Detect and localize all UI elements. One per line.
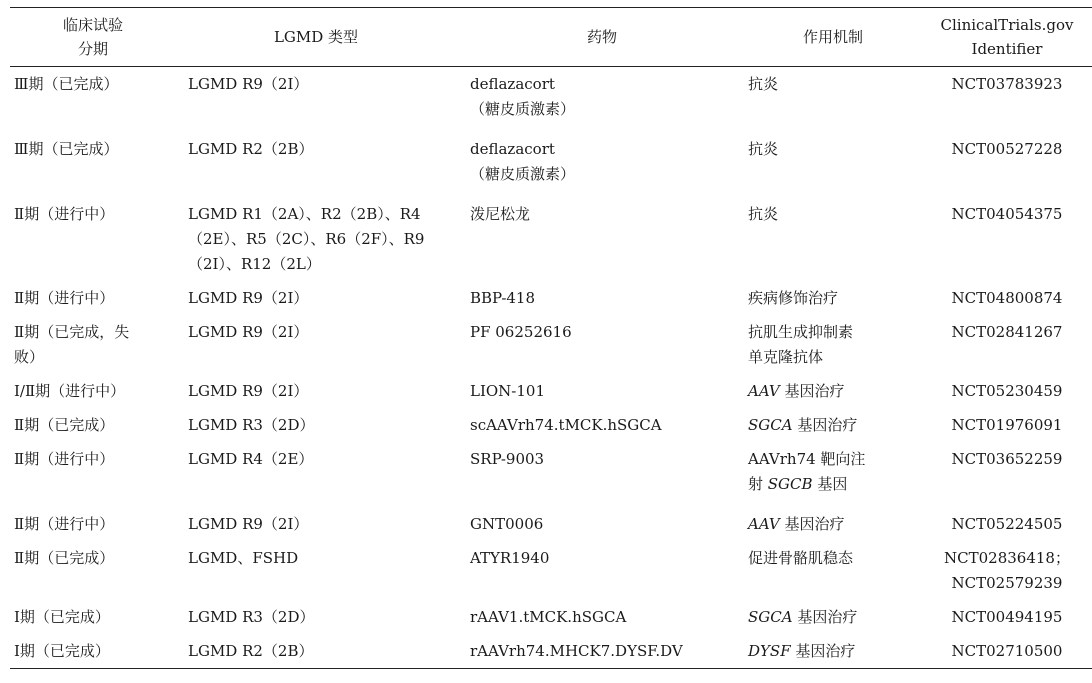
cell-phase bbox=[10, 541, 176, 600]
cell-type bbox=[176, 132, 448, 197]
cell-phase-line: Ⅱ期（进行中） bbox=[14, 289, 115, 307]
cell-type-line: LGMD R9（2I） bbox=[188, 289, 309, 307]
cell-type bbox=[176, 197, 448, 281]
cell-phase-line: Ⅱ期（已完成） bbox=[14, 416, 115, 434]
cell-drug-line: SRP-9003 bbox=[470, 450, 545, 468]
cell-identifier-line: NCT05230459 bbox=[951, 382, 1063, 400]
cell-type-line: LGMD R9（2I） bbox=[188, 515, 309, 533]
clinical-trials-table bbox=[10, 7, 1092, 669]
cell-type-line: LGMD R4（2E） bbox=[188, 450, 314, 468]
header-phase bbox=[10, 8, 176, 67]
cell-type bbox=[176, 442, 448, 507]
cell-type bbox=[176, 541, 448, 600]
cell-phase-line: Ⅱ期（进行中） bbox=[14, 515, 115, 533]
cell-type-line: LGMD R9（2I） bbox=[188, 75, 309, 93]
cell-phase-line: Ⅰ期（已完成） bbox=[14, 608, 110, 626]
cell-drug-line: BBP-418 bbox=[470, 289, 536, 307]
cell-identifier-line: NCT00494195 bbox=[951, 608, 1063, 626]
mechanism-italic-term: SGCB bbox=[767, 475, 813, 493]
table-row bbox=[10, 541, 1092, 600]
mechanism-italic-term: AAV bbox=[748, 382, 780, 400]
cell-drug bbox=[448, 541, 738, 600]
cell-phase bbox=[10, 634, 176, 669]
table-body bbox=[10, 67, 1092, 669]
cell-type-line: LGMD、FSHD bbox=[188, 549, 299, 567]
cell-identifier bbox=[922, 541, 1092, 600]
cell-phase bbox=[10, 132, 176, 197]
header-phase-line: 分期 bbox=[77, 40, 108, 58]
cell-phase bbox=[10, 315, 176, 374]
cell-drug-line: rAAV1.tMCK.hSGCA bbox=[470, 608, 627, 626]
cell-phase-line: Ⅰ期（已完成） bbox=[14, 642, 110, 660]
cell-drug bbox=[448, 408, 738, 442]
cell-mechanism bbox=[738, 408, 922, 442]
cell-mechanism-line bbox=[748, 379, 918, 404]
cell-identifier bbox=[922, 408, 1092, 442]
table-row bbox=[10, 374, 1092, 408]
cell-type-line: LGMD R3（2D） bbox=[188, 608, 315, 626]
cell-phase bbox=[10, 600, 176, 634]
cell-type-line: LGMD R1（2A）、R2（2B）、R4 bbox=[188, 205, 421, 223]
cell-type bbox=[176, 507, 448, 541]
table-row bbox=[10, 197, 1092, 281]
cell-mechanism-line bbox=[748, 512, 918, 537]
header-identifier-line: ClinicalTrials.gov bbox=[940, 16, 1074, 34]
cell-identifier bbox=[922, 315, 1092, 374]
cell-mechanism bbox=[738, 67, 922, 133]
cell-drug bbox=[448, 600, 738, 634]
cell-phase bbox=[10, 507, 176, 541]
cell-phase bbox=[10, 408, 176, 442]
cell-drug bbox=[448, 132, 738, 197]
cell-mechanism-line: 单克隆抗体 bbox=[748, 348, 824, 366]
cell-identifier-line: NCT02710500 bbox=[951, 642, 1063, 660]
cell-drug bbox=[448, 67, 738, 133]
cell-identifier-line: NCT03783923 bbox=[951, 75, 1063, 93]
cell-mechanism-line bbox=[748, 605, 918, 630]
cell-drug bbox=[448, 315, 738, 374]
cell-type bbox=[176, 634, 448, 669]
table-row bbox=[10, 634, 1092, 669]
mechanism-text: 基因治疗 bbox=[792, 416, 858, 434]
cell-type-line: （2I）、R12（2L） bbox=[188, 255, 321, 273]
cell-mechanism-line: 抗炎 bbox=[748, 205, 779, 223]
cell-phase-line: 败） bbox=[14, 348, 45, 366]
cell-phase-line: Ⅲ期（已完成） bbox=[14, 75, 119, 93]
cell-drug-line: PF 06252616 bbox=[470, 323, 572, 341]
cell-phase bbox=[10, 197, 176, 281]
cell-identifier bbox=[922, 442, 1092, 507]
cell-type bbox=[176, 374, 448, 408]
cell-identifier-line: NCT04054375 bbox=[951, 205, 1063, 223]
cell-mechanism bbox=[738, 634, 922, 669]
cell-mechanism bbox=[738, 541, 922, 600]
cell-phase-line: Ⅲ期（已完成） bbox=[14, 140, 119, 158]
mechanism-text: 基因治疗 bbox=[792, 608, 858, 626]
cell-phase-line: Ⅱ期（已完成，失 bbox=[14, 323, 130, 341]
header-type: LGMD 类型 bbox=[273, 28, 359, 46]
cell-phase bbox=[10, 67, 176, 133]
cell-type-line: LGMD R2（2B） bbox=[188, 642, 314, 660]
table-row bbox=[10, 600, 1092, 634]
cell-mechanism-line: AAVrh74 靶向注 bbox=[748, 450, 866, 468]
mechanism-italic-term: AAV bbox=[748, 515, 780, 533]
cell-identifier bbox=[922, 507, 1092, 541]
cell-type bbox=[176, 281, 448, 315]
cell-mechanism-line: 抗炎 bbox=[748, 140, 779, 158]
header-identifier-line: Identifier bbox=[971, 40, 1043, 58]
cell-mechanism bbox=[738, 507, 922, 541]
cell-mechanism bbox=[738, 197, 922, 281]
cell-drug-line: ATYR1940 bbox=[470, 549, 550, 567]
cell-mechanism bbox=[738, 374, 922, 408]
cell-identifier-line: NCT02836418； bbox=[944, 549, 1070, 567]
table-row bbox=[10, 315, 1092, 374]
cell-identifier bbox=[922, 374, 1092, 408]
cell-phase-line: Ⅱ期（已完成） bbox=[14, 549, 115, 567]
cell-identifier-line: NCT00527228 bbox=[951, 140, 1063, 158]
table-row bbox=[10, 408, 1092, 442]
cell-mechanism bbox=[738, 315, 922, 374]
cell-identifier bbox=[922, 281, 1092, 315]
cell-mechanism-line bbox=[748, 639, 918, 664]
header-drug: 药物 bbox=[586, 28, 617, 46]
mechanism-italic-term: SGCA bbox=[748, 416, 793, 434]
cell-mechanism bbox=[738, 600, 922, 634]
cell-drug-line: 泼尼松龙 bbox=[470, 205, 531, 223]
cell-identifier bbox=[922, 600, 1092, 634]
cell-type bbox=[176, 315, 448, 374]
cell-type-line: LGMD R9（2I） bbox=[188, 323, 309, 341]
mechanism-text: 基因治疗 bbox=[779, 515, 845, 533]
cell-mechanism-line: 促进骨骼肌稳态 bbox=[748, 549, 854, 567]
header-mechanism: 作用机制 bbox=[802, 28, 863, 46]
cell-identifier-line: NCT01976091 bbox=[951, 416, 1063, 434]
mechanism-italic-term: DYSF bbox=[748, 642, 791, 660]
cell-drug-line: rAAVrh74.MHCK7.DYSF.DV bbox=[470, 642, 683, 660]
cell-identifier-line: NCT04800874 bbox=[951, 289, 1063, 307]
mechanism-italic-term: SGCA bbox=[748, 608, 793, 626]
cell-phase-line: Ⅰ/Ⅱ期（进行中） bbox=[14, 382, 126, 400]
table-row bbox=[10, 132, 1092, 197]
header-identifier bbox=[922, 8, 1092, 67]
cell-mechanism-line: 抗炎 bbox=[748, 75, 779, 93]
cell-type bbox=[176, 67, 448, 133]
cell-mechanism bbox=[738, 442, 922, 507]
cell-identifier-line: NCT02841267 bbox=[951, 323, 1063, 341]
cell-drug bbox=[448, 281, 738, 315]
cell-mechanism-line: 疾病修饰治疗 bbox=[748, 289, 839, 307]
table-row bbox=[10, 442, 1092, 507]
cell-drug bbox=[448, 507, 738, 541]
cell-identifier-line: NCT05224505 bbox=[951, 515, 1063, 533]
cell-phase-line: Ⅱ期（进行中） bbox=[14, 450, 115, 468]
mechanism-text: 基因治疗 bbox=[790, 642, 856, 660]
cell-drug-line: GNT0006 bbox=[470, 515, 544, 533]
cell-drug bbox=[448, 634, 738, 669]
cell-phase bbox=[10, 281, 176, 315]
cell-drug bbox=[448, 442, 738, 507]
cell-mechanism bbox=[738, 132, 922, 197]
cell-type bbox=[176, 600, 448, 634]
header-row bbox=[10, 8, 1092, 67]
cell-drug-line: LION-101 bbox=[470, 382, 546, 400]
cell-type-line: LGMD R2（2B） bbox=[188, 140, 314, 158]
cell-drug-line: （糖皮质激素） bbox=[470, 100, 576, 118]
cell-phase bbox=[10, 374, 176, 408]
table-row bbox=[10, 67, 1092, 133]
cell-identifier-line: NCT03652259 bbox=[951, 450, 1063, 468]
cell-drug-line: （糖皮质激素） bbox=[470, 165, 576, 183]
header-phase-line: 临床试验 bbox=[62, 16, 123, 34]
cell-type-line: （2E）、R5（2C）、R6（2F）、R9 bbox=[188, 230, 425, 248]
cell-identifier bbox=[922, 132, 1092, 197]
cell-identifier-line: NCT02579239 bbox=[951, 574, 1063, 592]
cell-phase bbox=[10, 442, 176, 507]
cell-drug-line: deflazacort bbox=[470, 140, 555, 158]
cell-type-line: LGMD R3（2D） bbox=[188, 416, 315, 434]
cell-drug bbox=[448, 197, 738, 281]
table-row bbox=[10, 507, 1092, 541]
cell-identifier bbox=[922, 67, 1092, 133]
cell-drug-line: scAAVrh74.tMCK.hSGCA bbox=[470, 416, 662, 434]
cell-mechanism-line: 抗肌生成抑制素 bbox=[748, 323, 854, 341]
cell-mechanism bbox=[738, 281, 922, 315]
cell-type-line: LGMD R9（2I） bbox=[188, 382, 309, 400]
table-row bbox=[10, 281, 1092, 315]
cell-type bbox=[176, 408, 448, 442]
cell-drug bbox=[448, 374, 738, 408]
cell-identifier bbox=[922, 634, 1092, 669]
cell-phase-line: Ⅱ期（进行中） bbox=[14, 205, 115, 223]
cell-drug-line: deflazacort bbox=[470, 75, 555, 93]
mechanism-text: 基因治疗 bbox=[779, 382, 845, 400]
cell-mechanism-line bbox=[748, 413, 918, 438]
cell-mechanism-line: 射 SGCB 基因 bbox=[748, 475, 848, 493]
cell-identifier bbox=[922, 197, 1092, 281]
